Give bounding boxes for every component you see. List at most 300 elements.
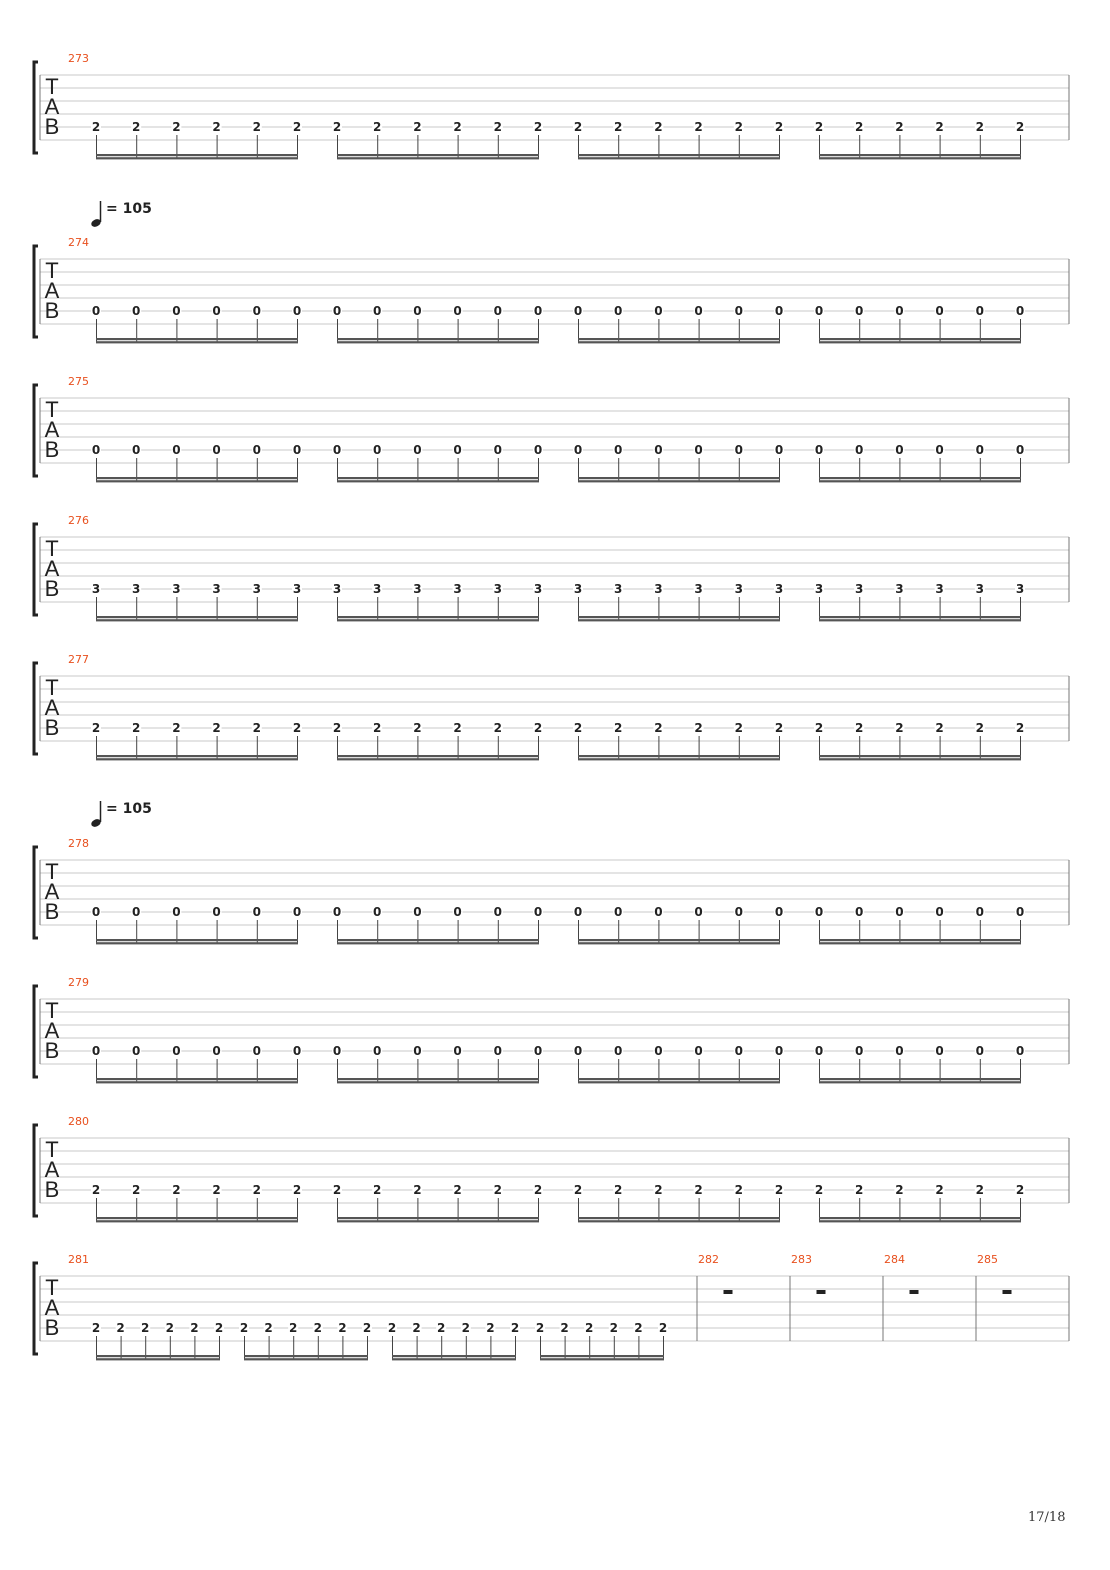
fret-number: 2 <box>453 721 462 735</box>
measure-number: 284 <box>884 1253 905 1266</box>
fret-number: 2 <box>609 1321 618 1335</box>
note-beam <box>96 154 298 156</box>
fret-number: 0 <box>413 443 422 457</box>
note-beam <box>819 1081 1021 1083</box>
fret-number: 0 <box>614 304 623 318</box>
whole-rest <box>910 1290 919 1294</box>
fret-number: 0 <box>91 905 101 919</box>
fret-number: 3 <box>614 582 623 596</box>
fret-number: 2 <box>373 1183 382 1197</box>
tab-clef-letter: T <box>45 74 59 99</box>
note-beam <box>578 480 780 482</box>
note-beam <box>578 157 780 159</box>
note-beam <box>337 480 539 482</box>
measure-number: 283 <box>791 1253 812 1266</box>
fret-number: 0 <box>654 304 663 318</box>
fret-number: 2 <box>141 1321 150 1335</box>
tab-clef-letter: A <box>44 1295 60 1320</box>
fret-number: 2 <box>694 721 703 735</box>
fret-number: 2 <box>252 721 261 735</box>
note-beam <box>96 1078 298 1080</box>
fret-number: 3 <box>814 582 824 596</box>
note-beam <box>819 755 1021 757</box>
fret-number: 2 <box>239 1321 249 1335</box>
fret-number: 2 <box>814 721 824 735</box>
note-beam <box>578 758 780 760</box>
note-beam <box>337 477 539 479</box>
fret-number: 0 <box>895 443 904 457</box>
fret-number: 2 <box>486 1321 495 1335</box>
fret-number: 2 <box>453 1183 462 1197</box>
fret-number: 3 <box>453 582 462 596</box>
fret-number: 2 <box>814 1183 824 1197</box>
fret-number: 0 <box>91 1044 101 1058</box>
note-beam <box>96 619 298 621</box>
fret-number: 2 <box>614 1183 623 1197</box>
system-bracket <box>34 524 38 615</box>
note-beam <box>337 341 539 343</box>
tab-clef-letter: B <box>44 715 60 740</box>
fret-number: 2 <box>573 1183 583 1197</box>
fret-number: 0 <box>895 304 904 318</box>
fret-number: 2 <box>1015 1183 1025 1197</box>
tab-clef-letter: B <box>44 298 60 323</box>
tab-system <box>34 801 1069 944</box>
fret-number: 0 <box>332 443 342 457</box>
fret-number: 0 <box>855 304 864 318</box>
fret-number: 0 <box>1015 443 1025 457</box>
fret-number: 2 <box>214 1321 224 1335</box>
note-beam <box>337 1217 539 1219</box>
fret-number: 0 <box>252 905 261 919</box>
fret-number: 2 <box>855 120 864 134</box>
note-beam <box>819 939 1021 941</box>
fret-number: 0 <box>252 304 261 318</box>
fret-number: 2 <box>362 1321 372 1335</box>
fret-number: 2 <box>332 120 342 134</box>
tab-clef-letter: B <box>44 437 60 462</box>
fret-number: 2 <box>412 1321 421 1335</box>
fret-number: 2 <box>252 1183 261 1197</box>
fret-number: 0 <box>91 443 101 457</box>
fret-number: 0 <box>212 1044 221 1058</box>
fret-number: 0 <box>373 1044 382 1058</box>
fret-number: 2 <box>814 120 824 134</box>
fret-number: 0 <box>91 304 101 318</box>
fret-number: 2 <box>734 120 743 134</box>
measure-number: 279 <box>68 976 89 989</box>
fret-number: 0 <box>493 1044 502 1058</box>
tab-clef-letter: B <box>44 1038 60 1063</box>
fret-number: 3 <box>413 582 422 596</box>
tab-system <box>34 653 1069 760</box>
fret-number: 2 <box>493 120 502 134</box>
fret-number: 2 <box>533 120 543 134</box>
fret-number: 2 <box>252 120 261 134</box>
note-beam <box>96 939 298 941</box>
fret-number: 3 <box>855 582 864 596</box>
fret-number: 0 <box>172 443 181 457</box>
note-beam <box>96 341 298 343</box>
fret-number: 2 <box>190 1321 199 1335</box>
fret-number: 0 <box>573 905 583 919</box>
note-beam <box>337 1081 539 1083</box>
fret-number: 2 <box>373 721 382 735</box>
fret-number: 2 <box>975 120 984 134</box>
fret-number: 0 <box>252 443 261 457</box>
fret-number: 0 <box>413 1044 422 1058</box>
fret-number: 2 <box>264 1321 273 1335</box>
fret-number: 3 <box>975 582 984 596</box>
fret-number: 0 <box>373 905 382 919</box>
fret-number: 2 <box>132 721 141 735</box>
fret-number: 2 <box>895 1183 904 1197</box>
note-beam <box>337 1078 539 1080</box>
note-beam <box>96 477 298 479</box>
fret-number: 0 <box>895 905 904 919</box>
note-beam <box>819 1078 1021 1080</box>
note-beam <box>96 1220 298 1222</box>
system-bracket <box>34 986 38 1077</box>
tab-clef-letter: A <box>44 1018 60 1043</box>
fret-number: 0 <box>533 304 543 318</box>
fret-number: 2 <box>132 1183 141 1197</box>
note-beam <box>819 477 1021 479</box>
fret-number: 2 <box>658 1321 668 1335</box>
note-beam <box>96 755 298 757</box>
fret-number: 0 <box>694 443 703 457</box>
fret-number: 0 <box>453 905 462 919</box>
fret-number: 2 <box>373 120 382 134</box>
note-beam <box>578 338 780 340</box>
note-beam <box>819 480 1021 482</box>
tab-clef-letter: T <box>45 536 59 561</box>
tab-clef-letter: T <box>45 258 59 283</box>
measure-number: 282 <box>698 1253 719 1266</box>
fret-number: 2 <box>332 1183 342 1197</box>
fret-number: 0 <box>814 905 824 919</box>
whole-rest <box>724 1290 733 1294</box>
whole-rest <box>1003 1290 1012 1294</box>
fret-number: 2 <box>387 1321 397 1335</box>
fret-number: 0 <box>493 304 502 318</box>
fret-number: 2 <box>774 1183 784 1197</box>
fret-number: 0 <box>533 905 543 919</box>
fret-number: 3 <box>332 582 342 596</box>
fret-number: 0 <box>413 304 422 318</box>
fret-number: 2 <box>585 1321 594 1335</box>
note-beam <box>578 619 780 621</box>
fret-number: 0 <box>1015 304 1025 318</box>
system-bracket <box>34 847 38 938</box>
note-beam <box>392 1355 516 1357</box>
fret-number: 2 <box>292 721 302 735</box>
note-beam <box>819 1220 1021 1222</box>
fret-number: 2 <box>535 1321 545 1335</box>
note-beam <box>337 616 539 618</box>
note-beam <box>578 477 780 479</box>
fret-number: 3 <box>373 582 382 596</box>
fret-number: 0 <box>975 443 984 457</box>
note-beam <box>392 1358 516 1360</box>
tab-clef-letter: A <box>44 1157 60 1182</box>
fret-number: 3 <box>1015 582 1025 596</box>
fret-number: 2 <box>935 721 944 735</box>
fret-number: 2 <box>332 721 342 735</box>
measure-number: 285 <box>977 1253 998 1266</box>
note-beam <box>337 154 539 156</box>
note-beam <box>96 758 298 760</box>
fret-number: 0 <box>774 905 784 919</box>
fret-number: 0 <box>132 905 141 919</box>
note-beam <box>244 1355 368 1357</box>
system-bracket <box>34 385 38 476</box>
fret-number: 0 <box>614 905 623 919</box>
note-beam <box>96 942 298 944</box>
fret-number: 0 <box>413 905 422 919</box>
fret-number: 3 <box>573 582 583 596</box>
tab-clef-letter: T <box>45 397 59 422</box>
fret-number: 0 <box>694 905 703 919</box>
note-beam <box>819 758 1021 760</box>
fret-number: 2 <box>734 1183 743 1197</box>
tab-system <box>34 201 1069 343</box>
fret-number: 0 <box>292 1044 302 1058</box>
fret-number: 2 <box>855 721 864 735</box>
fret-number: 0 <box>814 443 824 457</box>
fret-number: 0 <box>332 304 342 318</box>
fret-number: 0 <box>614 1044 623 1058</box>
fret-number: 0 <box>172 905 181 919</box>
fret-number: 0 <box>533 1044 543 1058</box>
note-beam <box>337 619 539 621</box>
fret-number: 0 <box>855 443 864 457</box>
note-beam <box>96 1081 298 1083</box>
note-beam <box>96 616 298 618</box>
tab-clef-letter: B <box>44 1177 60 1202</box>
fret-number: 3 <box>172 582 181 596</box>
system-bracket <box>34 1125 38 1216</box>
fret-number: 0 <box>654 443 663 457</box>
note-beam <box>540 1355 664 1357</box>
tab-clef-letter: T <box>45 859 59 884</box>
fret-number: 0 <box>212 905 221 919</box>
fret-number: 0 <box>935 304 944 318</box>
note-beam <box>578 755 780 757</box>
tab-clef-letter: A <box>44 556 60 581</box>
note-beam <box>578 154 780 156</box>
fret-number: 2 <box>774 721 784 735</box>
fret-number: 2 <box>453 120 462 134</box>
fret-number: 3 <box>694 582 703 596</box>
fret-number: 3 <box>132 582 141 596</box>
system-bracket <box>34 246 38 337</box>
note-beam <box>578 1217 780 1219</box>
note-beam <box>819 616 1021 618</box>
note-beam <box>337 942 539 944</box>
fret-number: 2 <box>975 721 984 735</box>
measure-number: 276 <box>68 514 89 527</box>
fret-number: 2 <box>654 1183 663 1197</box>
fret-number: 0 <box>332 905 342 919</box>
fret-number: 0 <box>1015 905 1025 919</box>
note-beam <box>578 1220 780 1222</box>
fret-number: 2 <box>533 721 543 735</box>
fret-number: 2 <box>935 1183 944 1197</box>
tab-system <box>34 514 1069 621</box>
fret-number: 0 <box>172 304 181 318</box>
whole-rest <box>817 1290 826 1294</box>
note-beam <box>337 1220 539 1222</box>
tab-clef-letter: B <box>44 114 60 139</box>
fret-number: 0 <box>172 1044 181 1058</box>
fret-number: 3 <box>654 582 663 596</box>
fret-number: 2 <box>533 1183 543 1197</box>
fret-number: 2 <box>116 1321 125 1335</box>
fret-number: 0 <box>855 1044 864 1058</box>
fret-number: 3 <box>895 582 904 596</box>
note-beam <box>96 1217 298 1219</box>
fret-number: 2 <box>289 1321 298 1335</box>
fret-number: 0 <box>212 443 221 457</box>
fret-number: 0 <box>373 304 382 318</box>
fret-number: 3 <box>734 582 743 596</box>
fret-number: 0 <box>734 905 743 919</box>
note-beam <box>96 1358 220 1360</box>
fret-number: 2 <box>895 120 904 134</box>
fret-number: 2 <box>510 1321 520 1335</box>
fret-number: 3 <box>212 582 221 596</box>
fret-number: 2 <box>212 1183 221 1197</box>
fret-number: 0 <box>774 443 784 457</box>
fret-number: 2 <box>573 120 583 134</box>
fret-number: 3 <box>493 582 502 596</box>
fret-number: 0 <box>614 443 623 457</box>
fret-number: 0 <box>774 304 784 318</box>
fret-number: 0 <box>373 443 382 457</box>
fret-number: 2 <box>774 120 784 134</box>
note-beam <box>337 755 539 757</box>
fret-number: 0 <box>212 304 221 318</box>
fret-number: 0 <box>573 443 583 457</box>
fret-number: 3 <box>292 582 302 596</box>
fret-number: 2 <box>1015 721 1025 735</box>
fret-number: 0 <box>132 1044 141 1058</box>
fret-number: 2 <box>313 1321 322 1335</box>
measure-number: 277 <box>68 653 89 666</box>
tab-system <box>34 1253 1069 1360</box>
measure-number: 281 <box>68 1253 89 1266</box>
fret-number: 2 <box>172 120 181 134</box>
fret-number: 0 <box>654 905 663 919</box>
fret-number: 2 <box>292 1183 302 1197</box>
fret-number: 0 <box>1015 1044 1025 1058</box>
fret-number: 0 <box>814 1044 824 1058</box>
fret-number: 2 <box>560 1321 569 1335</box>
fret-number: 0 <box>935 443 944 457</box>
note-beam <box>96 157 298 159</box>
note-beam <box>819 157 1021 159</box>
fret-number: 0 <box>935 1044 944 1058</box>
page-number: 17/18 <box>1028 1510 1066 1525</box>
fret-number: 0 <box>855 905 864 919</box>
tempo-mark: = 105 <box>106 201 152 217</box>
note-beam <box>819 619 1021 621</box>
fret-number: 0 <box>493 443 502 457</box>
tab-clef-letter: T <box>45 675 59 700</box>
fret-number: 2 <box>172 1183 181 1197</box>
note-beam <box>819 1217 1021 1219</box>
fret-number: 0 <box>734 304 743 318</box>
measure-number: 280 <box>68 1115 89 1128</box>
fret-number: 2 <box>91 721 101 735</box>
tab-clef-letter: A <box>44 94 60 119</box>
note-beam <box>578 1078 780 1080</box>
fret-number: 2 <box>437 1321 446 1335</box>
fret-number: 0 <box>453 1044 462 1058</box>
fret-number: 0 <box>292 443 302 457</box>
fret-number: 2 <box>91 1183 101 1197</box>
note-beam <box>578 939 780 941</box>
note-beam <box>578 616 780 618</box>
fret-number: 2 <box>654 721 663 735</box>
tab-clef-letter: T <box>45 1275 59 1300</box>
fret-number: 2 <box>172 721 181 735</box>
fret-number: 0 <box>895 1044 904 1058</box>
fret-number: 0 <box>975 1044 984 1058</box>
fret-number: 2 <box>694 1183 703 1197</box>
fret-number: 2 <box>734 721 743 735</box>
fret-number: 0 <box>654 1044 663 1058</box>
fret-number: 2 <box>614 120 623 134</box>
note-beam <box>337 939 539 941</box>
note-beam <box>337 758 539 760</box>
tab-system <box>34 375 1069 482</box>
fret-number: 0 <box>734 1044 743 1058</box>
system-bracket <box>34 1263 38 1354</box>
tab-clef-letter: T <box>45 998 59 1023</box>
fret-number: 2 <box>132 120 141 134</box>
fret-number: 0 <box>734 443 743 457</box>
fret-number: 0 <box>573 304 583 318</box>
fret-number: 2 <box>461 1321 470 1335</box>
note-beam <box>96 1355 220 1357</box>
fret-number: 3 <box>533 582 543 596</box>
fret-number: 2 <box>292 120 302 134</box>
note-beam <box>578 942 780 944</box>
note-beam <box>96 338 298 340</box>
tab-clef-letter: A <box>44 695 60 720</box>
note-beam <box>244 1358 368 1360</box>
note-beam <box>96 480 298 482</box>
fret-number: 2 <box>493 1183 502 1197</box>
tab-clef-letter: B <box>44 576 60 601</box>
fret-number: 2 <box>413 120 422 134</box>
measure-number: 275 <box>68 375 89 388</box>
fret-number: 0 <box>292 304 302 318</box>
fret-number: 0 <box>975 304 984 318</box>
fret-number: 2 <box>975 1183 984 1197</box>
fret-number: 0 <box>453 443 462 457</box>
fret-number: 2 <box>614 721 623 735</box>
note-beam <box>819 338 1021 340</box>
tab-clef-letter: B <box>44 899 60 924</box>
fret-number: 0 <box>453 304 462 318</box>
tempo-mark: = 105 <box>106 801 152 817</box>
note-beam <box>819 942 1021 944</box>
fret-number: 0 <box>252 1044 261 1058</box>
tab-clef-letter: A <box>44 879 60 904</box>
